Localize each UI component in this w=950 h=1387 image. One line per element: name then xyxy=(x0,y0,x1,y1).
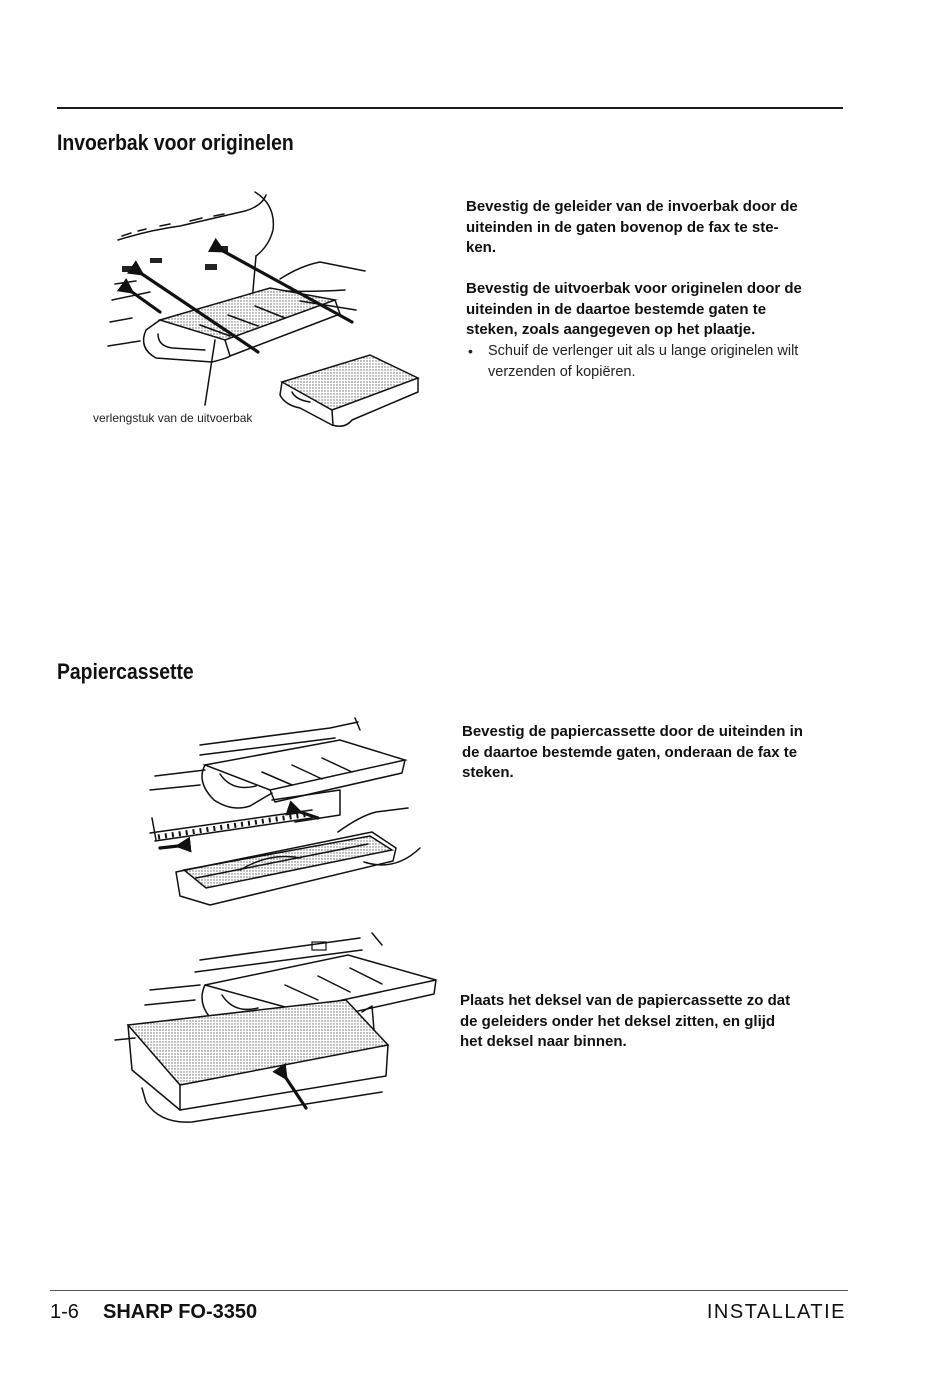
text-line: de daartoe bestemde gaten, onderaan de fax te xyxy=(462,743,798,761)
text-line: Bevestig de geleider van de invoerbak door de xyxy=(466,198,798,215)
section-title: Papiercassette xyxy=(57,659,194,684)
document-tray-illustration xyxy=(100,185,430,435)
text-line: verzenden of kopiëren. xyxy=(488,363,636,380)
text-line: het deksel naar binnen. xyxy=(460,1033,627,1051)
model-name: SHARP FO-3350 xyxy=(103,1301,258,1323)
cassette-with-cover-drawing xyxy=(128,1000,388,1122)
output-tray-extension-drawing xyxy=(280,355,418,426)
text-line: steken. xyxy=(462,764,514,782)
illustration-caption: verlengstuk van de uitvoerbak xyxy=(93,411,253,425)
page-number: 1-6 xyxy=(50,1301,79,1323)
text-line: ken. xyxy=(466,239,497,257)
text-line: Bevestig de papiercassette door de uiteinden in xyxy=(462,723,803,740)
cassette-insert-illustration xyxy=(120,710,430,910)
top-rule xyxy=(57,107,843,109)
instruction-paragraph-output-tray xyxy=(466,279,802,341)
text-line: uiteinden in de daartoe bestemde gaten te xyxy=(466,300,767,318)
section-heading-paper-cassette xyxy=(57,659,212,685)
paper-cassette-drawing xyxy=(176,832,396,905)
bullet-marker: • xyxy=(468,343,473,359)
section-heading-document-feeder xyxy=(57,130,326,156)
caption-leader-line xyxy=(205,340,215,405)
instruction-paragraph-cassette-cover xyxy=(460,991,790,1053)
instruction-paragraph-cassette xyxy=(462,722,803,784)
slide-direction-arrow xyxy=(286,1078,306,1108)
text-line: de geleiders onder het deksel zitten, en glijd xyxy=(460,1012,776,1030)
section-title: Invoerbak voor originelen xyxy=(57,130,294,155)
text-line: Bevestig de uitvoerbak voor originelen door de xyxy=(466,280,802,297)
bullet-note xyxy=(488,341,798,382)
guide-rail-drawing xyxy=(150,810,318,848)
text-line: Plaats het deksel van de papiercassette zo dat xyxy=(460,992,791,1009)
chapter-title: INSTALLATIE xyxy=(706,1301,846,1323)
text-line: Schuif de verlenger uit als u lange originelen wilt xyxy=(488,343,799,359)
text-line: steken, zoals aangegeven op het plaatje. xyxy=(466,321,756,339)
instruction-paragraph-feeder-guide xyxy=(466,197,798,259)
bottom-rule xyxy=(50,1290,848,1291)
cassette-cover-illustration xyxy=(110,925,450,1130)
text-line: uiteinden in de gaten bovenop de fax te ste- xyxy=(466,218,779,236)
